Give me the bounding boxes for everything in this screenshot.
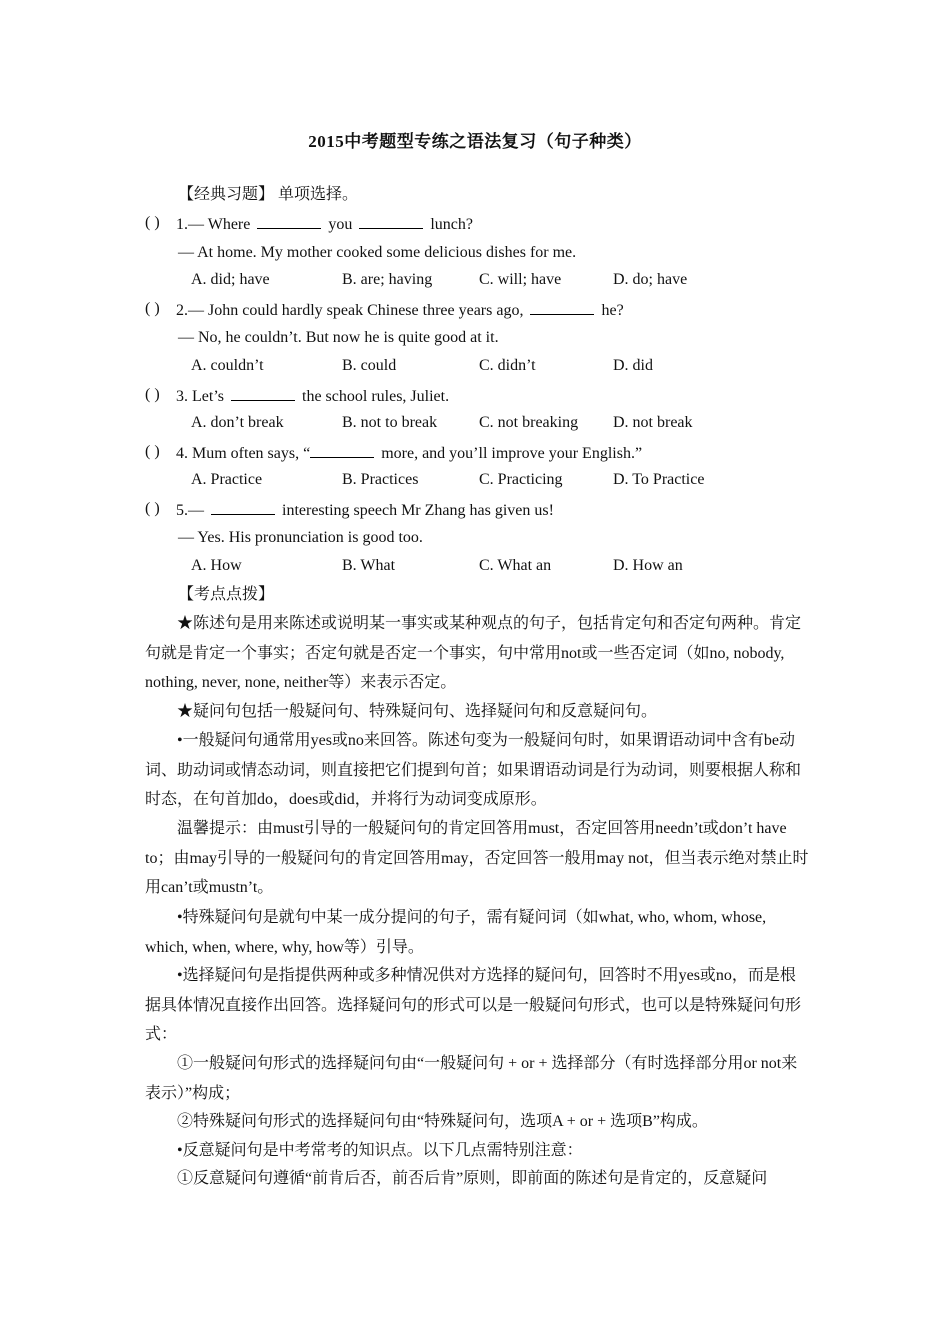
paragraph-special-question: •特殊疑问句是就句中某一成分提问的句子，需有疑问词（如what, who, whom, whose, which, when, where, why, how等）引导。 bbox=[145, 909, 767, 956]
question-3 bbox=[176, 386, 449, 407]
question-text: interesting speech Mr Zhang has given us! bbox=[282, 502, 554, 519]
answer-paren: ( ) bbox=[145, 214, 160, 231]
question-text: 4. Mum often says, “ bbox=[176, 445, 311, 462]
option-d: D. did bbox=[613, 357, 653, 374]
option-d: D. do; have bbox=[613, 271, 688, 288]
answer-blank bbox=[359, 214, 423, 229]
option-d: D. How an bbox=[613, 557, 683, 574]
question-5 bbox=[176, 500, 554, 521]
document-title: 2015中考题型专练之语法复习（句子种类） bbox=[308, 132, 642, 151]
question-text: 5.— bbox=[176, 502, 204, 519]
question-text: 1.— Where bbox=[176, 216, 251, 233]
option-a: A. don’t break bbox=[191, 414, 284, 431]
answer-blank bbox=[257, 214, 321, 229]
option-a: A. How bbox=[191, 557, 242, 574]
paragraph-question-types: ★疑问句包括一般疑问句、特殊疑问句、选择疑问句和反意疑问句。 bbox=[177, 703, 658, 720]
paragraph-choice-question: •选择疑问句是指提供两种或多种情况供对方选择的疑问句，回答时不用yes或no，而是根据具体情况直接作出回答。选择疑问句的形式可以是一般疑问句形式，也可以是特殊疑问句形式： bbox=[145, 967, 802, 1043]
option-b: B. not to break bbox=[342, 414, 438, 431]
answer-blank bbox=[530, 300, 594, 315]
option-d: D. not break bbox=[613, 414, 693, 431]
option-a: A. Practice bbox=[191, 471, 263, 488]
option-c: C. not breaking bbox=[479, 414, 579, 431]
paragraph-general-question: •一般疑问句通常用yes或no来回答。陈述句变为一般疑问句时，如果谓语动词中含有be动词、助动词或情态动词，则直接把它们提到句首；如果谓语动词是行为动词，则要根据人称和时态，在句首加do，does或did，并将行为动词变成原形。 bbox=[145, 732, 802, 808]
option-d: D. To Practice bbox=[613, 471, 705, 488]
option-a: A. did; have bbox=[191, 271, 270, 288]
paragraph-statement: ★陈述句是用来陈述或说明某一事实或某种观点的句子，包括肯定句和否定句两种。肯定句就是肯定一个事实；否定句就是否定一个事实，句中常用not或一些否定词（如no, nobody, nothing, never, none, neither等）来表示否定。 bbox=[145, 615, 802, 691]
answer-blank bbox=[231, 386, 295, 401]
option-b: B. are; having bbox=[342, 271, 433, 288]
question-text: more, and you’ll improve your English.” bbox=[381, 445, 643, 462]
answer-paren: ( ) bbox=[145, 500, 160, 517]
option-b: B. Practices bbox=[342, 471, 419, 488]
question-text: 3. Let’s bbox=[176, 388, 224, 405]
answer-paren: ( ) bbox=[145, 300, 160, 317]
answer-blank bbox=[310, 443, 374, 458]
question-text: the school rules, Juliet. bbox=[302, 388, 450, 405]
question-reply: — No, he couldn’t. But now he is quite good at it. bbox=[178, 329, 499, 346]
paragraph-tip: 温馨提示：由must引导的一般疑问句的肯定回答用must，否定回答用needn’t或don’t have to；由may引导的一般疑问句的肯定回答用may，否定回答一般用may not，但当表示绝对禁止时用can’t或mustn’t。 bbox=[145, 820, 809, 896]
answer-blank bbox=[211, 500, 275, 515]
option-c: C. What an bbox=[479, 557, 552, 574]
paragraph-tag-rule-1: ①反意疑问句遵循“前肯后否，前否后肯”原则，即前面的陈述句是肯定的，反意疑问 bbox=[177, 1170, 768, 1187]
question-4 bbox=[176, 443, 642, 464]
question-reply: — Yes. His pronunciation is good too. bbox=[178, 529, 423, 546]
option-c: C. Practicing bbox=[479, 471, 563, 488]
paragraph-choice-form-2: ②特殊疑问句形式的选择疑问句由“特殊疑问句，选项A + or + 选项B”构成。 bbox=[177, 1113, 708, 1130]
option-b: B. What bbox=[342, 557, 396, 574]
option-c: C. will; have bbox=[479, 271, 562, 288]
option-b: B. could bbox=[342, 357, 397, 374]
exercise-heading: 【经典习题】 单项选择。 bbox=[178, 186, 359, 203]
question-text: he? bbox=[601, 302, 624, 319]
option-c: C. didn’t bbox=[479, 357, 536, 374]
question-text: lunch? bbox=[430, 216, 473, 233]
question-1 bbox=[176, 214, 473, 235]
option-a: A. couldn’t bbox=[191, 357, 264, 374]
question-text: 2.— John could hardly speak Chinese three years ago, bbox=[176, 302, 524, 319]
paragraph-choice-form-1: ①一般疑问句形式的选择疑问句由“一般疑问句 + or + 选择部分（有时选择部分用or not来表示）”构成； bbox=[145, 1055, 798, 1102]
question-text: you bbox=[328, 216, 353, 233]
question-2 bbox=[176, 300, 624, 321]
kaodian-heading: 【考点点拨】 bbox=[178, 586, 275, 603]
answer-paren: ( ) bbox=[145, 386, 160, 403]
paragraph-tag-question: •反意疑问句是中考常考的知识点。以下几点需特别注意： bbox=[177, 1142, 583, 1159]
question-reply: — At home. My mother cooked some delicious dishes for me. bbox=[178, 244, 577, 261]
answer-paren: ( ) bbox=[145, 443, 160, 460]
